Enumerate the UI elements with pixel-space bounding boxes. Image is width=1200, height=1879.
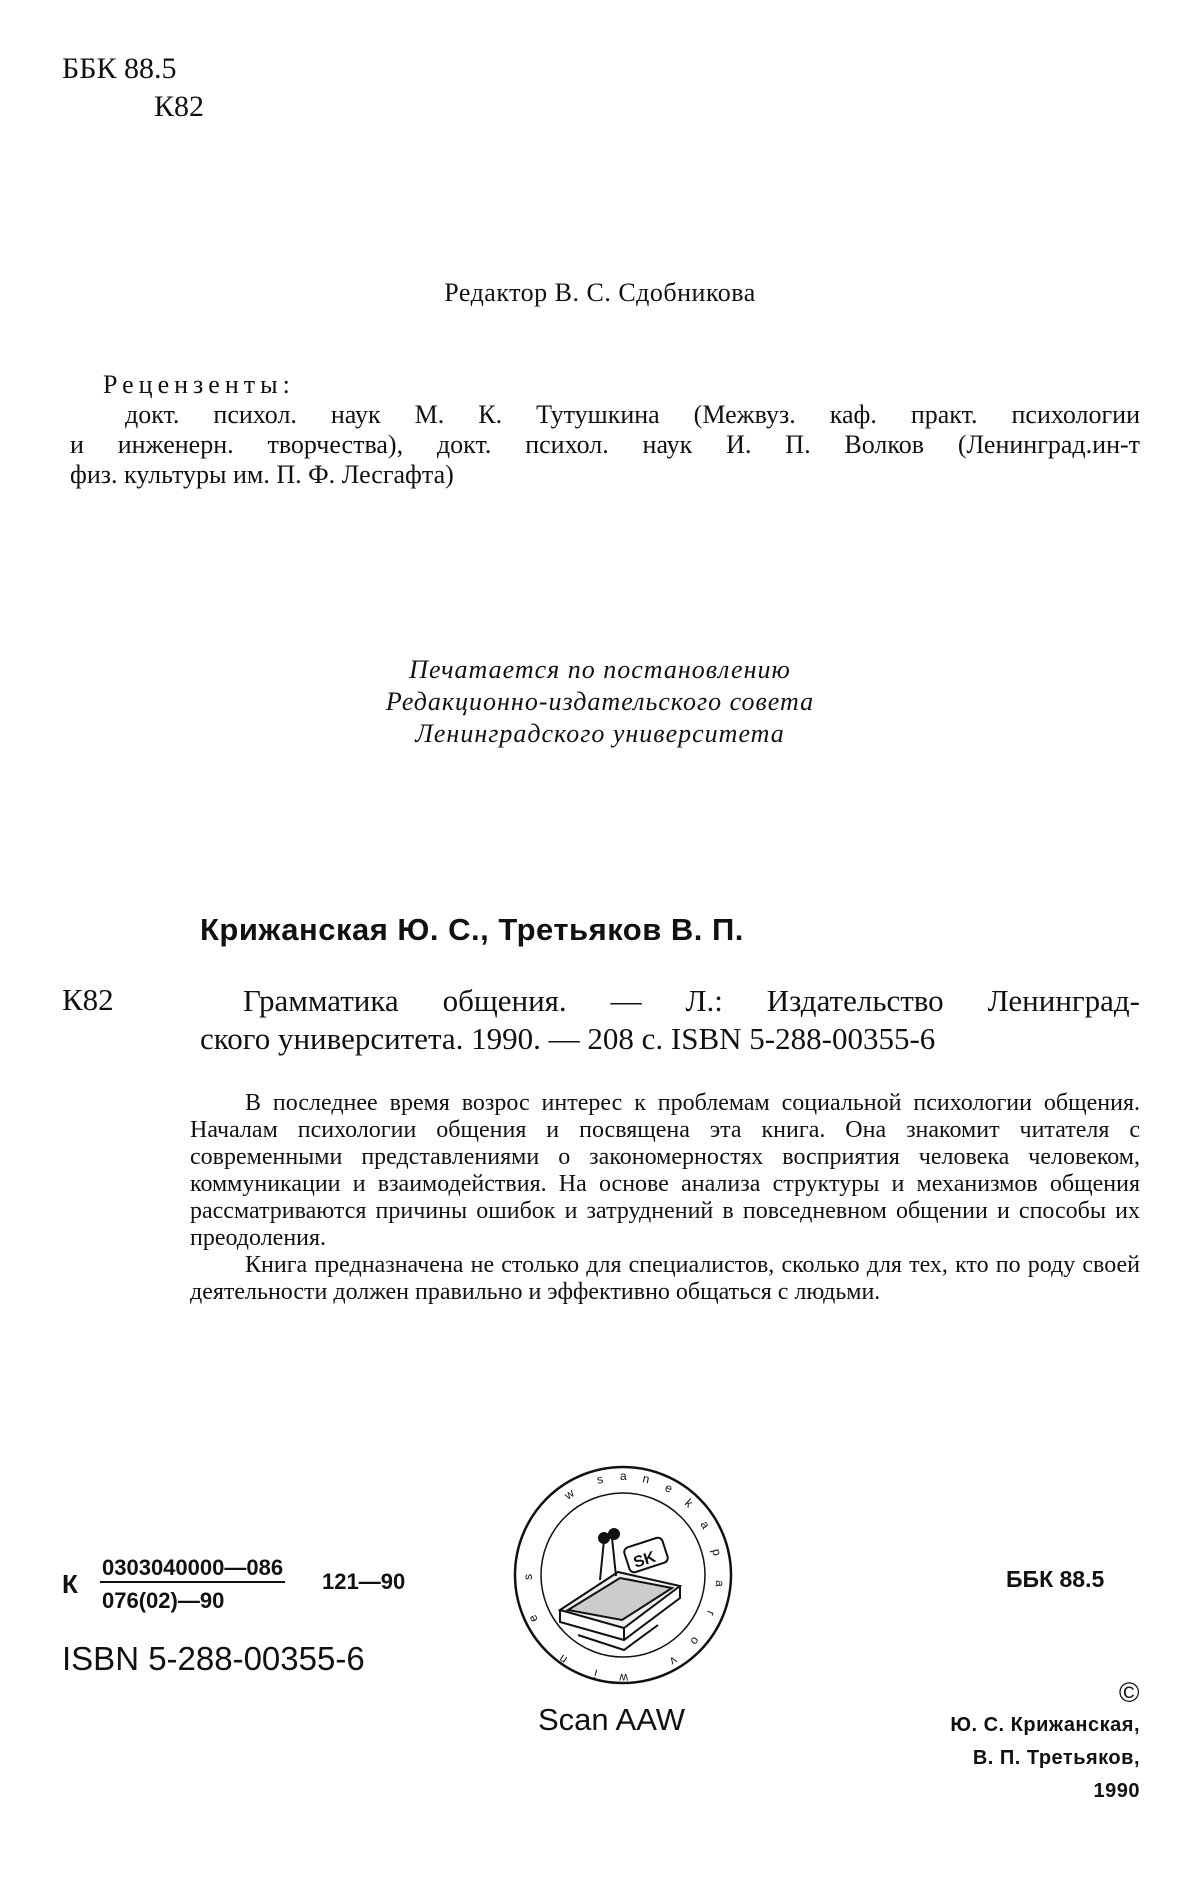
svg-text:k: k xyxy=(681,1495,696,1511)
copyright-line-1 xyxy=(860,1676,1140,1742)
annotation-paragraph-2: Книга предназначена не столько для специалистов, сколько для тех, кто по роду своей деятельности должен правильно и эффективно общаться с людьми. xyxy=(190,1252,1140,1305)
price-code-prefix: К xyxy=(62,1569,78,1599)
copyright-block xyxy=(860,1676,1140,1808)
bbk-index: ББК 88.5 xyxy=(62,52,177,85)
scan-stamp-logo xyxy=(508,1460,738,1690)
editor-credit: Редактор В. С. Сдобникова xyxy=(444,278,756,307)
imprimatur-line-1: Печатается по постановлению xyxy=(409,655,791,684)
svg-text:e: e xyxy=(525,1612,541,1625)
copyright-holder-2: В. П. Третьяков, xyxy=(972,1747,1140,1769)
bibliographic-description xyxy=(200,982,1140,1058)
reviewers-heading: Рецензенты: xyxy=(103,370,295,399)
copyright-holder-1: Ю. С. Крижанская, xyxy=(950,1714,1140,1736)
svg-text:r: r xyxy=(703,1608,719,1618)
svg-text:a: a xyxy=(620,1469,627,1483)
bibliography-line-2: ского университета. 1990. — 208 с. ISBN 5-288-00355-6 xyxy=(200,1021,936,1056)
imprimatur-line-2: Редакционно-издательского совета xyxy=(385,687,815,716)
svg-text:e: e xyxy=(662,1480,676,1496)
bibliography-line-1: Грамматика общения. — Л.: Издательство Ленинград- xyxy=(243,983,1140,1018)
svg-text:i: i xyxy=(592,1666,599,1681)
stamp-badge-text: SK xyxy=(631,1548,658,1572)
annotation xyxy=(190,1090,1140,1306)
isbn: ISBN 5-288-00355-6 xyxy=(62,1640,365,1677)
copyright-year: 1990 xyxy=(1093,1780,1140,1802)
svg-text:w: w xyxy=(561,1486,577,1503)
authors-heading: Крижанская Ю. С., Третьяков В. П. xyxy=(200,912,744,947)
scan-label: Scan AAW xyxy=(538,1702,686,1737)
bbk-code-top xyxy=(62,50,204,126)
copyright-symbol: © xyxy=(1118,1677,1140,1708)
price-code-denominator: 076(02)—90 xyxy=(102,1588,225,1613)
author-mark: К82 xyxy=(154,90,205,123)
svg-text:n: n xyxy=(641,1471,651,1487)
reviewers-line-2: и инженерн. творчества), докт. психол. наук И. П. Волков (Ленинград.ин-т xyxy=(70,430,1140,459)
reviewers-line-1: докт. психол. наук М. К. Тутушкина (Межвуз. каф. практ. психологии xyxy=(125,400,1140,429)
annotation-paragraph-1: В последнее время возрос интерес к проблемам социальной психологии общения. Началам психологии общения и посвящена эта книга. Она знакомит читателя с современными представлениями о закономерностях восприятия человека человеком, коммуникации и взаимодействия. На основе анализа структуры и механизмов общения рассматриваются причины ошибок и затруднений в повседневном общении и способы их преодоления. xyxy=(190,1090,1140,1251)
reviewers-line-3: физ. культуры им. П. Ф. Лесгафта) xyxy=(70,460,454,489)
imprimatur xyxy=(0,654,1200,750)
svg-text:n: n xyxy=(556,1651,570,1668)
svg-text:a: a xyxy=(697,1518,713,1532)
reviewers-list xyxy=(70,400,1140,490)
bbk-code-bottom: ББК 88.5 xyxy=(1006,1566,1105,1592)
catalog-code: К82 xyxy=(62,982,114,1017)
svg-text:a: a xyxy=(712,1579,727,1588)
svg-text:v: v xyxy=(667,1653,680,1669)
imprimatur-line-3: Ленинградского университета xyxy=(415,719,785,748)
price-code-suffix: 121—90 xyxy=(322,1569,406,1594)
price-code-numerator: 0303040000—086 xyxy=(100,1555,285,1583)
svg-text:o: o xyxy=(687,1634,703,1649)
svg-text:w: w xyxy=(619,1671,628,1685)
svg-text:s: s xyxy=(595,1471,605,1487)
svg-text:p: p xyxy=(709,1547,725,1558)
svg-text:s: s xyxy=(521,1574,535,1580)
